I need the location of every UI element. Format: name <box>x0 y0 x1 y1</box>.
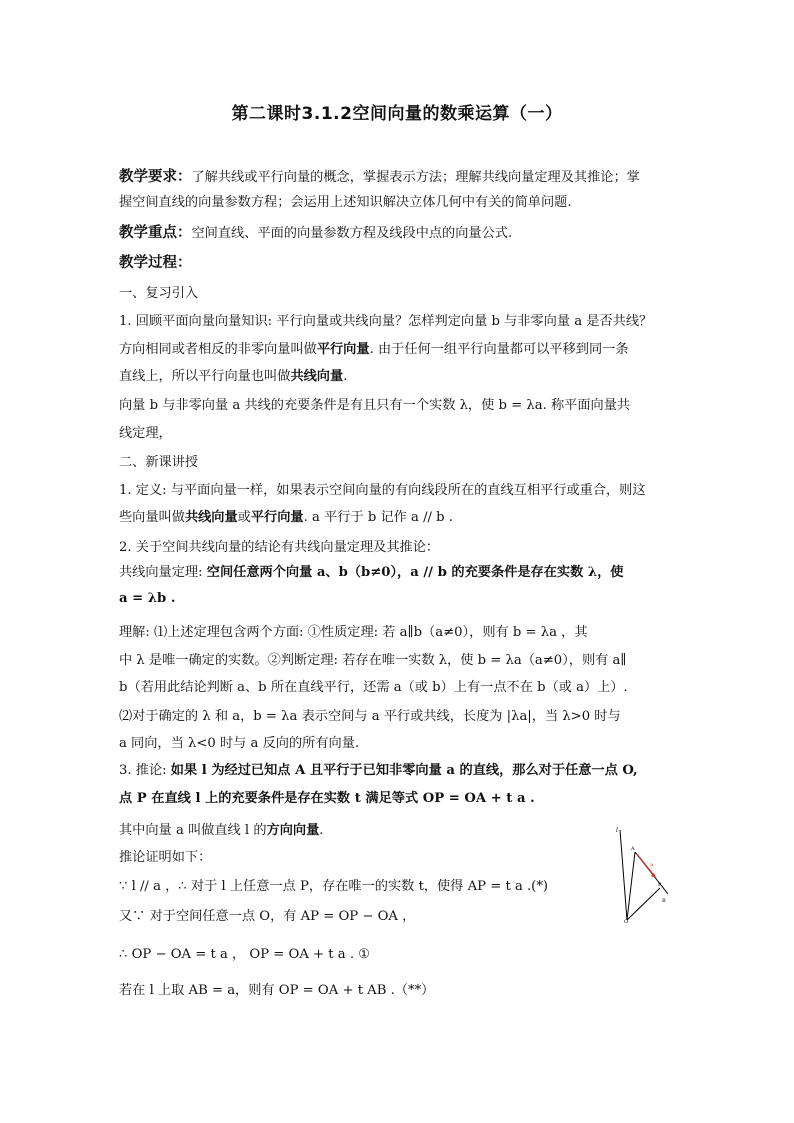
text-segment: 点 P 在直线 l 上的充要条件是存在实数 t 满足等式 OP = OA + t a . <box>119 791 535 806</box>
label-a-vector: a <box>650 862 653 868</box>
text-segment: 平行向量 <box>250 510 304 525</box>
text-line <box>119 539 439 557</box>
text-line <box>119 482 646 500</box>
text-segment: 又∵ 对于空间任意一点 O，有 AP = OP − OA ， <box>119 909 416 924</box>
text-segment: b（若用此结论判断 a、b 所在直线平行，还需 a（或 b）上有一点不在 b（或 a）上）. <box>119 680 628 695</box>
text-segment: 若在 l 上取 AB = a，则有 OP = OA + t AB .（**） <box>119 983 435 998</box>
text-line <box>119 590 175 608</box>
text-segment: 方向相同或者相反的非零向量叫做 <box>119 342 317 357</box>
text-line <box>119 652 627 670</box>
label-b: B <box>662 898 666 904</box>
text-segment: 1. 回顾平面向量向量知识: 平行向量或共线向量？怎样判定向量 b 与非零向量 a 是否共线？ <box>119 314 653 329</box>
text-line <box>119 946 370 964</box>
text-line <box>119 564 623 582</box>
text-line <box>119 878 548 896</box>
text-segment: a 同向，当 λ<0 时与 a 反向的所有向量. <box>119 736 360 751</box>
text-line <box>119 908 415 926</box>
text-line <box>119 194 572 212</box>
text-segment: a = λb . <box>119 591 176 606</box>
text-segment: 直线上，所以平行向量也叫做 <box>119 369 291 384</box>
text-line <box>119 624 588 642</box>
text-line <box>119 313 652 331</box>
text-line <box>119 397 630 415</box>
text-line <box>119 224 512 243</box>
label-o: O <box>624 919 629 924</box>
section-heading: 教学重点： <box>119 225 192 241</box>
text-segment: 线定理， <box>119 426 172 441</box>
text-line <box>119 254 192 273</box>
text-line <box>119 982 434 1000</box>
section-heading: 教学要求： <box>119 169 192 185</box>
text-line <box>119 509 453 527</box>
text-line <box>119 735 359 753</box>
label-p: P <box>658 882 662 888</box>
text-segment: 空间直线、平面的向量参数方程及线段中点的向量公式. <box>191 226 513 241</box>
text-segment: 共线向量 <box>290 369 344 384</box>
text-line <box>119 762 638 780</box>
text-line <box>119 341 629 359</box>
text-segment: 握空间直线的向量参数方程；会运用上述知识解决立体几何中有关的简单问题. <box>119 195 572 210</box>
text-segment: . <box>319 823 324 838</box>
text-segment: ∴ OP − OA = t a ， OP = OA + t a . ① <box>119 947 371 962</box>
section-heading: 教学过程： <box>119 255 192 271</box>
segment-o-p <box>627 888 660 920</box>
text-segment: 共线向量 <box>184 510 238 525</box>
text-line <box>119 708 621 726</box>
text-segment: 2. 关于空间共线向量的结论有共线向量定理及其推论： <box>119 540 440 555</box>
text-line <box>119 790 535 808</box>
text-segment: 其中向量 a 叫做直线 l 的 <box>119 823 267 838</box>
text-line <box>119 849 211 867</box>
text-segment: ⑵对于确定的 λ 和 a，b = λa 表示空间与 a 平行或共线，长度为 |λa|，当 λ>0 时与 <box>119 709 621 724</box>
text-segment: 方向向量 <box>266 823 320 838</box>
text-segment: 空间任意两个向量 a、b（b≠0），a // b 的充要条件是存在实数 λ，使 <box>206 565 624 580</box>
text-segment: 1. 定义: 与平面向量一样，如果表示空间向量的有向线段所在的直线互相平行或重合，则这 <box>119 483 646 498</box>
text-line <box>119 368 347 386</box>
text-segment: ∵ l // a ，∴ 对于 l 上任意一点 P，存在唯一的实数 t，使得 AP = t a .(*) <box>119 879 549 894</box>
text-segment: 些向量叫做 <box>119 510 185 525</box>
text-segment: 3. 推论: <box>119 763 171 778</box>
text-segment: 一、复习引入 <box>119 286 199 301</box>
line-l <box>620 830 627 920</box>
page-title: 第二课时3.1.2空间向量的数乘运算（一） <box>231 104 563 124</box>
text-line <box>119 425 172 443</box>
text-segment: 推论证明如下： <box>119 850 212 865</box>
label-l: l <box>616 827 618 834</box>
text-segment: 了解共线或平行向量的概念，掌握表示方法；理解共线向量定理及其推论；掌 <box>191 170 640 185</box>
text-segment: 中 λ 是唯一确定的实数。②判断定理: 若存在唯一实数 λ，使 b = λa（a≠0），则有 a∥ <box>119 653 627 668</box>
text-segment: 或 <box>237 510 251 525</box>
text-segment: 二、新课讲授 <box>119 455 199 470</box>
text-segment: . a 平行于 b 记作 a // b . <box>303 510 453 525</box>
text-segment: 平行向量 <box>316 342 370 357</box>
text-segment: 理解: ⑴上述定理包含两个方面: ①性质定理: 若 a∥b（a≠0），则有 b = λa ，其 <box>119 625 588 640</box>
text-segment: . <box>343 369 348 384</box>
label-a: A <box>631 846 635 852</box>
segment-o-a <box>627 852 635 920</box>
text-line <box>119 454 198 472</box>
text-line <box>119 679 628 697</box>
text-line <box>119 285 198 303</box>
line-diagram <box>610 824 672 924</box>
text-segment: . 由于任何一组平行向量都可以平移到同一条 <box>369 342 629 357</box>
text-segment: 如果 l 为经过已知点 A 且平行于已知非零向量 a 的直线，那么对于任意一点 O, <box>170 763 638 778</box>
text-segment: 向量 b 与非零向量 a 共线的充要条件是有且只有一个实数 λ，使 b = λa. 称平面向量共 <box>119 398 631 413</box>
text-segment: 共线向量定理: <box>119 565 207 580</box>
text-line <box>119 822 324 840</box>
text-line <box>119 168 640 187</box>
